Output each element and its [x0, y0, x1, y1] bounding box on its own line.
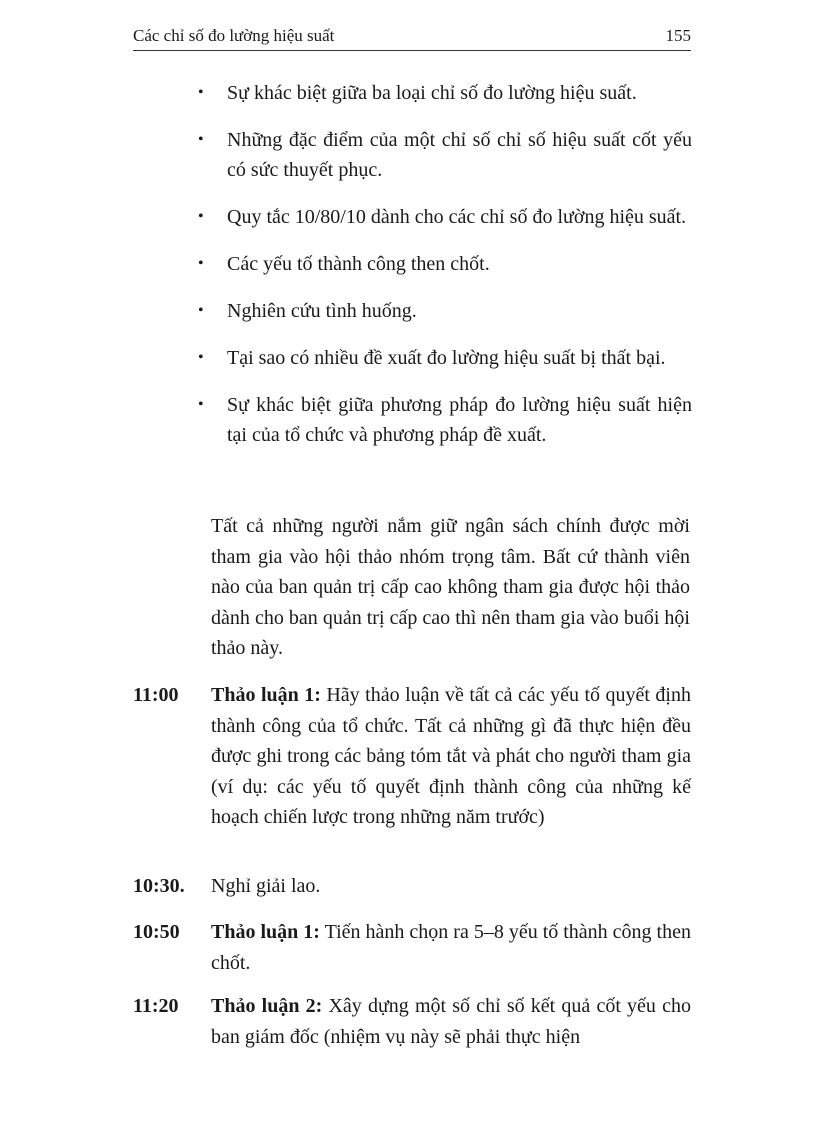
bullet-item: [196, 125, 692, 185]
bullet-item: [196, 78, 692, 108]
schedule-label: Thảo luận 2:: [211, 995, 323, 1017]
bullet-item: [196, 249, 692, 279]
bullet-icon: •: [198, 131, 204, 148]
bullet-icon: •: [198, 255, 204, 272]
bullet-item: [196, 296, 692, 326]
bullet-item: [196, 202, 692, 232]
schedule-body: [211, 680, 691, 833]
schedule-time: 10:30.: [133, 875, 185, 897]
schedule-entry: [133, 680, 691, 833]
bullet-text: Sự khác biệt giữa ba loại chỉ số đo lường hiệu suất.: [227, 82, 637, 104]
bullet-item: [196, 343, 692, 373]
schedule-body: [211, 991, 691, 1052]
bullet-icon: •: [198, 302, 204, 319]
schedule-entry: [133, 917, 691, 978]
schedule-entry: [133, 871, 691, 902]
schedule-text: Hãy thảo luận về tất cả các yếu tố quyết định thành công của tổ chức. Tất cả những gì đã thực hiện đều được ghi trong các bảng tóm tắt và phát cho người tham gia (ví dụ: các yếu tố quyết định thành công của những kế hoạch chiến lược trong những năm trước): [211, 684, 691, 828]
bullet-text: Những đặc điểm của một chỉ số chỉ số hiệu suất cốt yếu có sức thuyết phục.: [227, 129, 692, 181]
schedule-body: [211, 871, 691, 902]
body-paragraph: Tất cả những người nắm giữ ngân sách chính được mời tham gia vào hội thảo nhóm trọng tâm. Bất cứ thành viên nào của ban quản trị cấp cao không tham gia được hội thảo dành cho ban quản trị cấp cao thì nên tham gia vào buổi hội thảo này.: [211, 515, 690, 659]
bullet-list: [196, 78, 692, 467]
bullet-item: [196, 390, 692, 450]
schedule-time: 11:20: [133, 995, 179, 1017]
page-number: 155: [665, 26, 691, 45]
schedule-text: Xây dựng một số chỉ số kết quả cốt yếu cho ban giám đốc (nhiệm vụ này sẽ phải thực hiện: [211, 995, 691, 1048]
schedule-time: 11:00: [133, 684, 179, 706]
bullet-text: Quy tắc 10/80/10 dành cho các chỉ số đo lường hiệu suất.: [227, 206, 687, 228]
bullet-text: Nghiên cứu tình huống.: [227, 300, 417, 322]
bullet-icon: •: [198, 84, 204, 101]
schedule-label: Thảo luận 1:: [211, 921, 320, 943]
bullet-icon: •: [198, 349, 204, 366]
schedule-time: 10:50: [133, 921, 180, 943]
schedule-text: Tiến hành chọn ra 5–8 yếu tố thành công then chốt.: [211, 921, 691, 974]
bullet-text: Tại sao có nhiều đề xuất đo lường hiệu suất bị thất bại.: [227, 347, 666, 369]
running-header: [133, 24, 691, 51]
bullet-icon: •: [198, 396, 204, 413]
schedule-body: [211, 917, 691, 978]
header-title: Các chỉ số đo lường hiệu suất: [133, 26, 335, 45]
schedule-entry: [133, 991, 691, 1052]
schedule-label: Thảo luận 1:: [211, 684, 321, 706]
bullet-text: Các yếu tố thành công then chốt.: [227, 253, 490, 275]
bullet-icon: •: [198, 208, 204, 225]
bullet-text: Sự khác biệt giữa phương pháp đo lường hiệu suất hiện tại của tổ chức và phương pháp đề xuất.: [227, 394, 692, 446]
schedule-text: Nghỉ giải lao.: [211, 875, 321, 897]
